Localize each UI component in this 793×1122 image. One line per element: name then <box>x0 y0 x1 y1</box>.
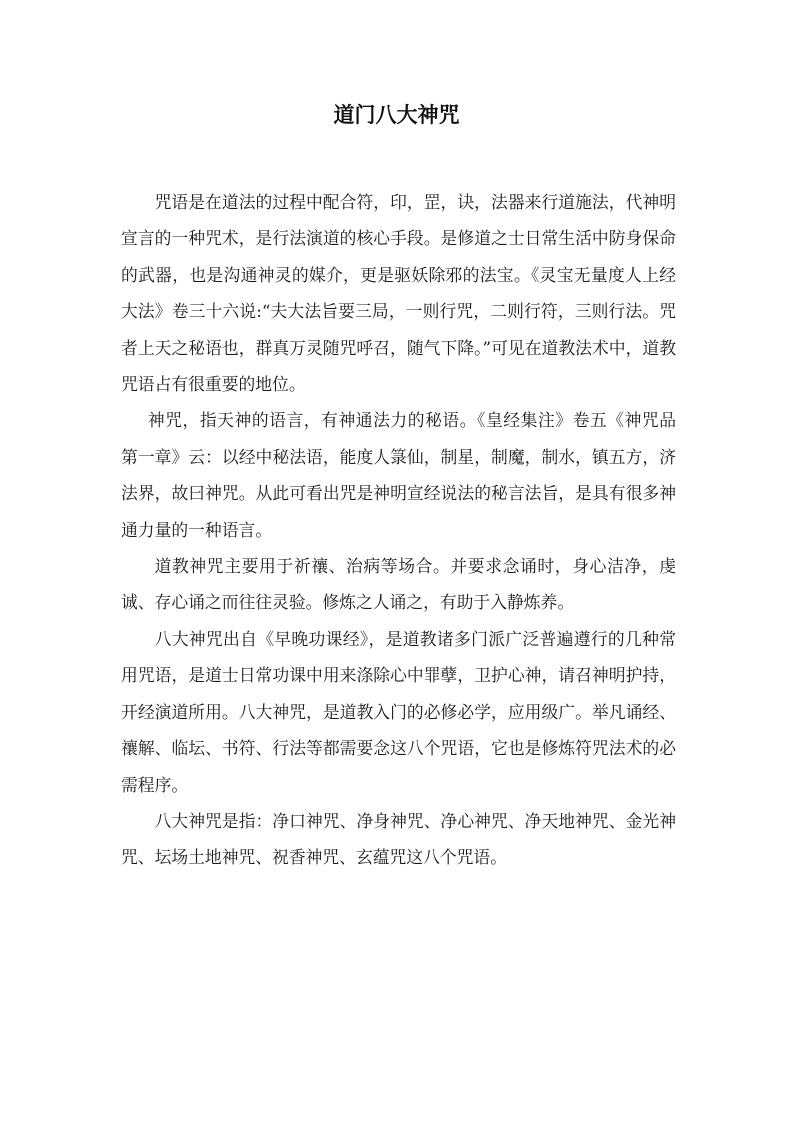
paragraph-origin: 八大神咒出自《早晚功课经》，是道教诸多门派广泛普遍遵行的几种常用咒语，是道士日常功课中用来涤除心中罪孽，卫护心神，请召神明护持，开经演道所用。八大神咒，是道教入门的必修必学，应用级广。举凡诵经、禳解、临坛、书符、行法等都需要念这八个咒语，它也是修炼符咒法术的必需程序。 <box>121 628 676 795</box>
paragraph-shenzhou-definition: 神咒，指天神的语言，有神通法力的秘语。《皇经集注》卷五《神咒品第一章》云：以经中秘法语，能度人箓仙，制星，制魔，制水，镇五方，济法界，故曰神咒。从此可看出咒是神明宣经说法的秘言法旨，是具有很多神通力量的一种语言。 <box>121 410 676 540</box>
paragraph-usage: 道教神咒主要用于祈禳、治病等场合。并要求念诵时，身心洁净，虔诚、存心诵之而往往灵验。修炼之人诵之，有助于入静炼养。 <box>121 556 676 613</box>
document-body <box>121 184 676 876</box>
document-title: 道门八大神咒 <box>333 102 460 127</box>
paragraph-list: 八大神咒是指：净口神咒、净身神咒、净心神咒、净天地神咒、金光神咒、坛场土地神咒、祝香神咒、玄蕴咒这八个咒语。 <box>121 810 676 868</box>
paragraph-intro: 咒语是在道法的过程中配合符，印，罡，诀，法器来行道施法，代神明宣言的一种咒术，是行法演道的核心手段。是修道之士日常生活中防身保命的武器，也是沟通神灵的媒介，更是驱妖除邪的法宝。《灵宝无量度人上经大法》卷三十六说:“夫大法旨要三局，一则行咒，二则行符，三则行法。咒者上天之秘语也，群真万灵随咒呼召，随气下降。”可见在道教法术中，道教咒语占有很重要的地位。 <box>121 192 676 395</box>
